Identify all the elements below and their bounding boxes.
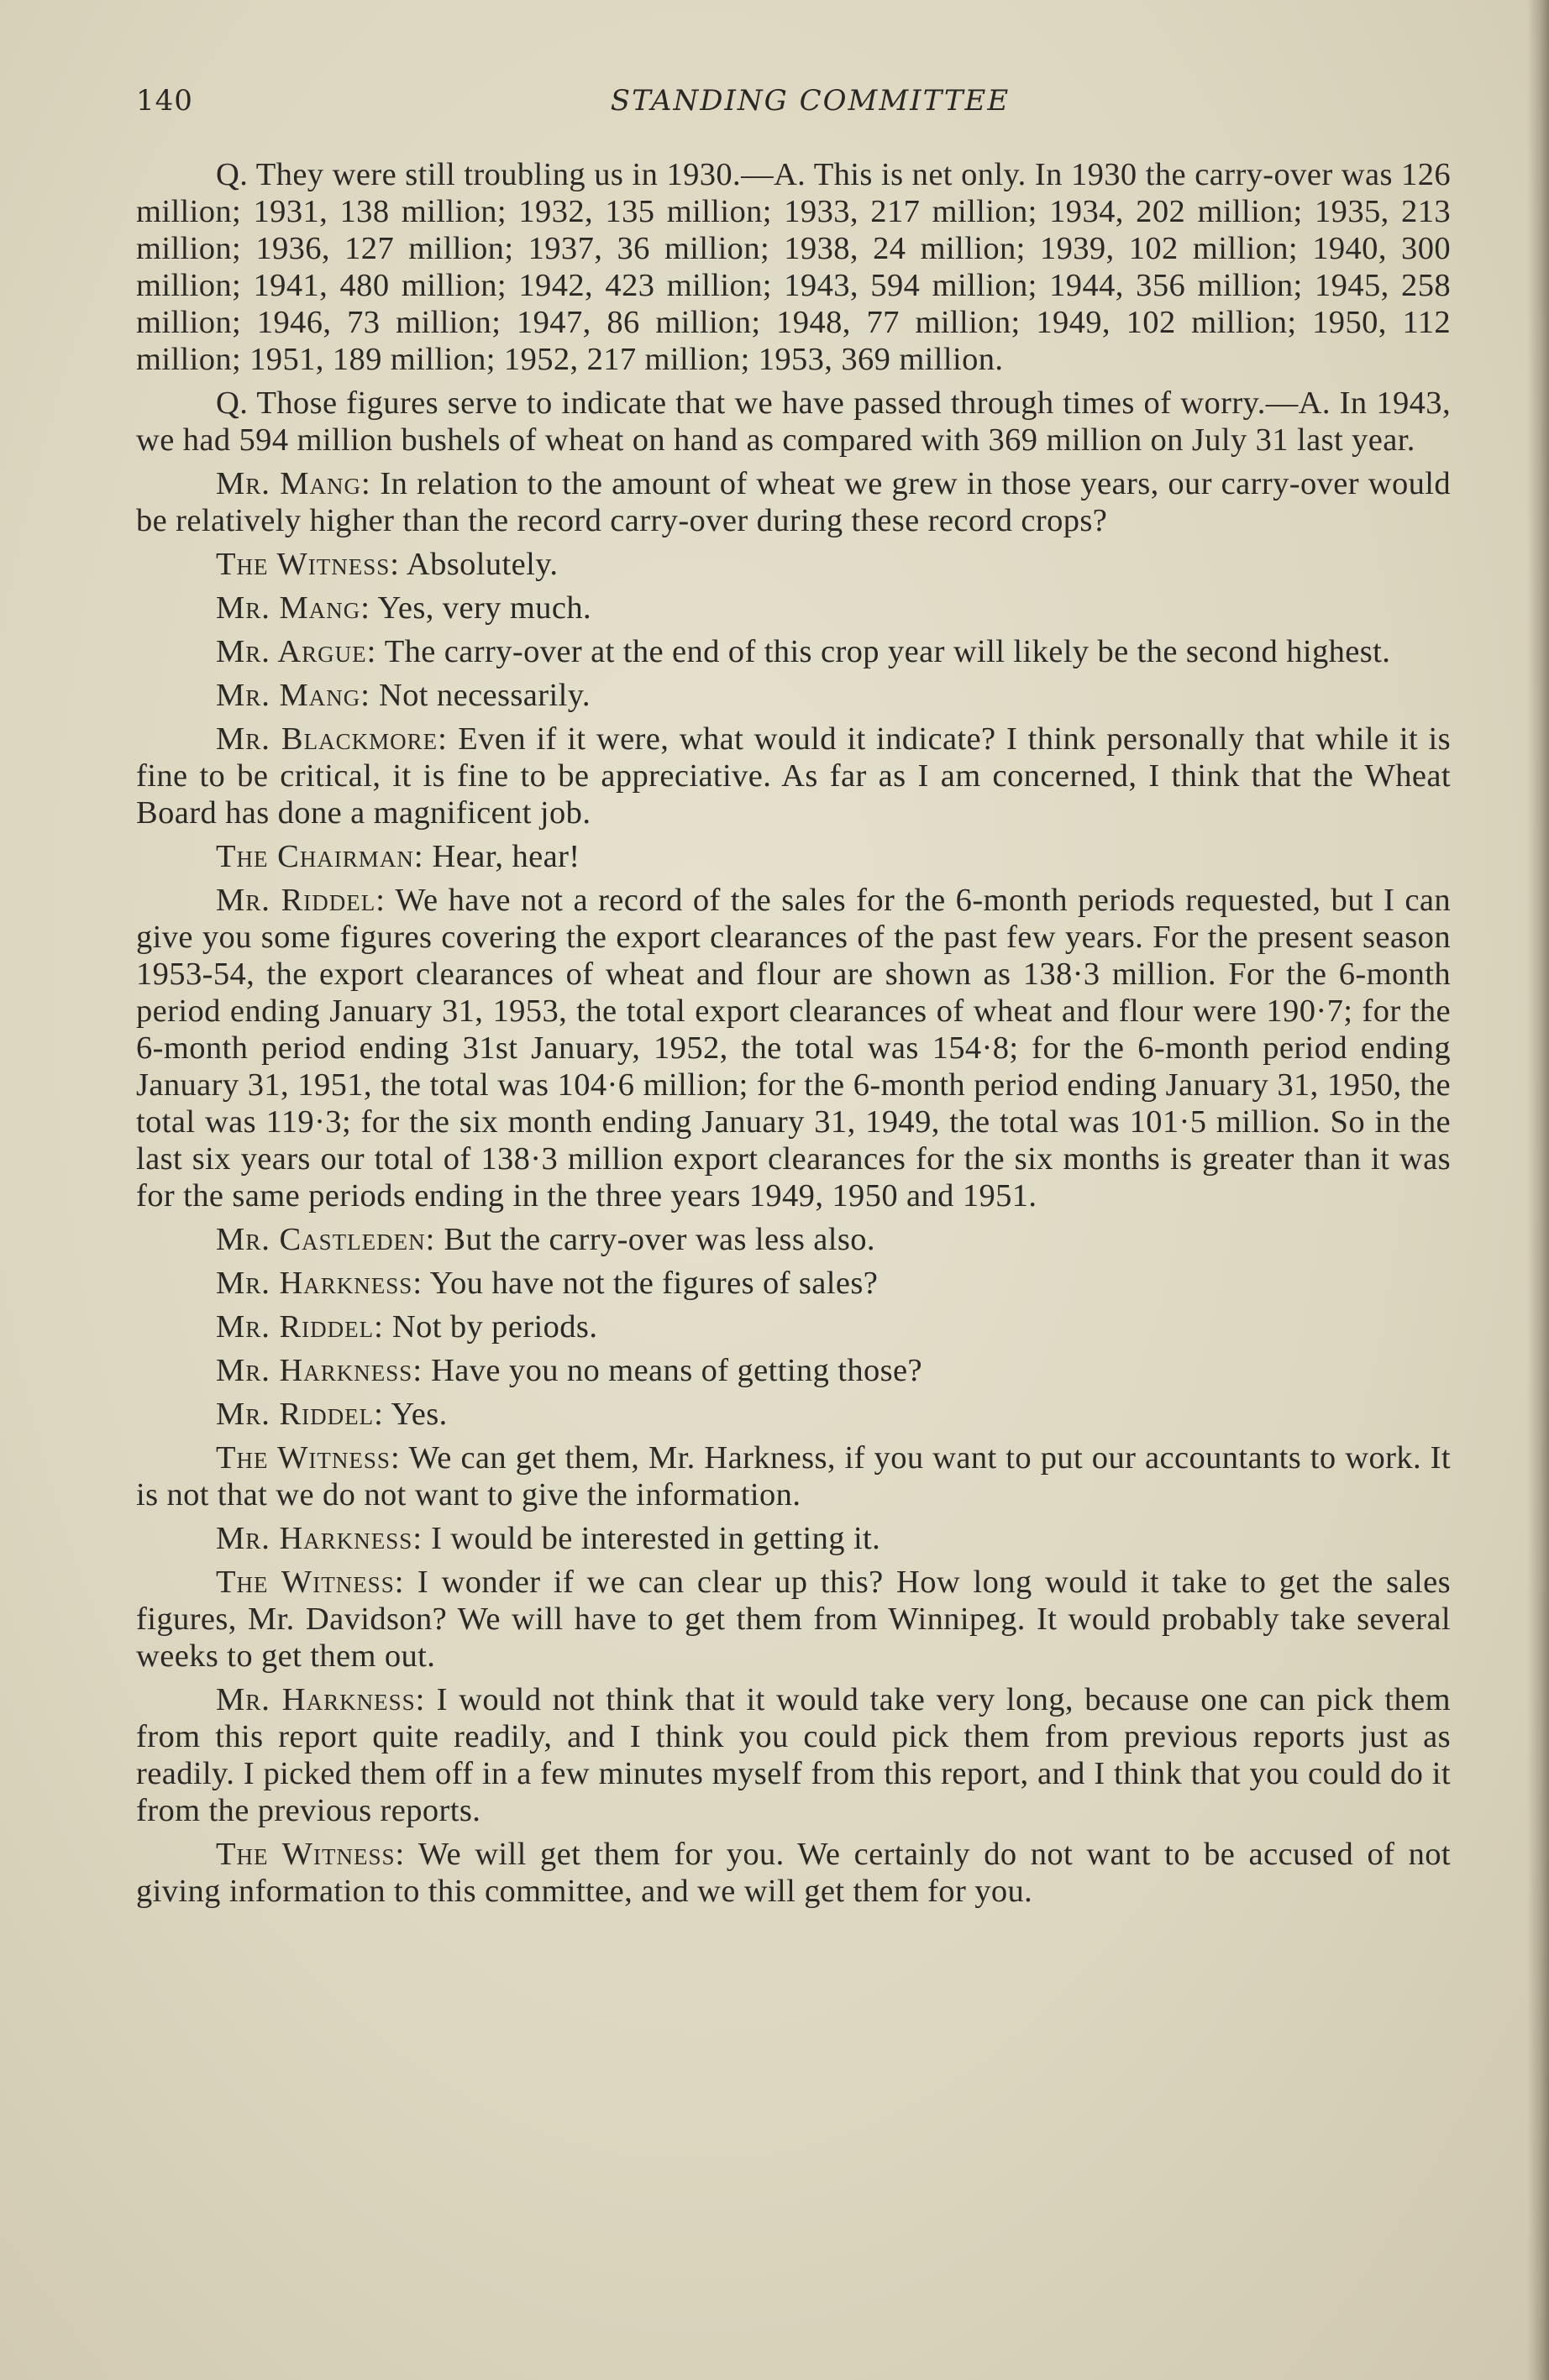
paragraph-text: I would be interested in getting it. [431, 1521, 881, 1556]
speaker-label: Mr. Blackmore: [216, 721, 448, 757]
paragraph-text: Hear, hear! [432, 839, 580, 874]
speaker-label: The Witness: [216, 1837, 406, 1872]
speaker-label: Mr. Mang: [216, 466, 371, 501]
paragraph-text: You have not the figures of sales? [429, 1266, 879, 1301]
paragraph-text: I wonder if we can clear up this? How long would it take to get the sales figures, Mr. Davidson? We will have to get them from Winnipeg. It would probably take several weeks to get them out. [136, 1565, 1452, 1674]
paragraph-text: Absolutely. [406, 547, 559, 582]
paragraph-text: Yes. [391, 1397, 448, 1432]
page-header [136, 84, 1451, 128]
paragraph [136, 721, 1451, 831]
paragraph [136, 882, 1451, 1214]
paragraph-text: I would not think that it would take very long, because one can pick them from this report quite readily, and I think you could pick them from previous reports just as readily. I picked them off in a few minutes myself from this report, and I think that you could do it from the previous reports. [136, 1682, 1452, 1828]
speaker-label: Mr. Harkness: [216, 1682, 426, 1717]
paragraph [136, 1396, 1451, 1433]
paragraph [136, 465, 1451, 539]
paragraph [136, 633, 1451, 670]
paragraph [136, 1681, 1451, 1829]
paragraph [136, 1564, 1451, 1675]
paragraph [136, 1352, 1451, 1389]
speaker-label: Mr. Mang: [216, 590, 370, 626]
speaker-label: The Witness: [216, 547, 400, 582]
paragraph-text: Even if it were, what would it indicate? I think personally that while it is fine to be critical, it is fine to be appreciative. As far as I am concerned, I think that the Wheat Board has done a magnificent job. [136, 721, 1451, 831]
paragraph-text: Not by periods. [391, 1309, 598, 1345]
paragraph-text: In relation to the amount of wheat we grew in those years, our carry-over would be relatively higher than the record carry-over during these record crops? [136, 466, 1451, 538]
speaker-label: Mr. Castleden: [216, 1222, 436, 1257]
paragraph-text: Q. They were still troubling us in 1930.—A. This is net only. In 1930 the carry-over was 126 million; 1931, 138 million; 1932, 135 million; 1933, 217 million; 1934, 202 million; 1935, 213 million; 1936, 127 million; 1937, 36 million; 1938, 24 million; 1939, 102 million; 1940, 300 million; 1941, 480 million; 1942, 423 million; 1943, 594 million; 1944, 356 million; 1945, 258 million; 1946, 73 million; 1947, 86 million; 1948, 77 million; 1949, 102 million; 1950, 112 million; 1951, 189 million; 1952, 217 million; 1953, 369 million. [136, 157, 1451, 377]
paragraph [136, 1308, 1451, 1345]
paragraph-text: We can get them, Mr. Harkness, if you want to put our accountants to work. It is not that we do not want to give the information. [136, 1440, 1451, 1512]
paragraph-text: The carry-over at the end of this crop year will likely be the second highest. [384, 634, 1391, 669]
paragraph-text: We have not a record of the sales for the 6-month periods requested, but I can give you some figures covering the export clearances of the past few years. For the present season 1953-54, the export clearances of wheat and flour are shown as 138·3 million. For the 6-month period ending January 31, 1953, the total export clearances of wheat and flour were 190·7; for the 6-month period ending 31st January, 1952, the total was 154·8; for the 6-month period ending January 31, 1951, the total was 104·6 million; for the 6-month period ending January 31, 1950, the total was 119·3; for the six month ending January 31, 1949, the total was 101·5 million. So in the last six years our total of 138·3 million export clearances for the six months is greater than it was for the same periods ending in the three years 1949, 1950 and 1951. [136, 883, 1451, 1214]
paragraph-text: Not necessarily. [378, 678, 591, 713]
speaker-label: Mr. Riddel: [216, 1309, 384, 1345]
paragraph [136, 1520, 1451, 1557]
speaker-label: Mr. Harkness: [216, 1266, 423, 1301]
paragraph-text: But the carry-over was less also. [444, 1222, 875, 1257]
page-edge-shadow [1527, 0, 1549, 2380]
paragraph [136, 1439, 1451, 1513]
paragraph [136, 1265, 1451, 1302]
speaker-label: Mr. Harkness: [216, 1521, 423, 1556]
body-text [136, 156, 1451, 1916]
paragraph-text: Yes, very much. [377, 590, 591, 626]
paragraph [136, 156, 1451, 378]
speaker-label: The Witness: [216, 1440, 401, 1476]
speaker-label: Mr. Mang: [216, 678, 370, 713]
paragraph [136, 546, 1451, 583]
speaker-label: The Witness: [216, 1565, 405, 1600]
speaker-label: Mr. Harkness: [216, 1353, 423, 1388]
paragraph-text: Q. Those figures serve to indicate that we have passed through times of worry.—A. In 1943, we had 594 million bushels of wheat on hand as compared with 369 million on July 31 last year. [136, 385, 1451, 458]
speaker-label: The Chairman: [216, 839, 424, 874]
paragraph-text: We will get them for you. We certainly do not want to be accused of not giving information to this committee, and we will get them for you. [136, 1837, 1451, 1909]
paragraph [136, 677, 1451, 714]
paragraph-text: Have you no means of getting those? [431, 1353, 923, 1388]
paragraph [136, 385, 1451, 459]
speaker-label: Mr. Riddel: [216, 1397, 384, 1432]
speaker-label: Mr. Riddel: [216, 883, 386, 918]
running-title: STANDING COMMITTEE [610, 84, 1011, 118]
paragraph [136, 1221, 1451, 1258]
page-number: 140 [136, 84, 193, 118]
speaker-label: Mr. Argue: [216, 634, 377, 669]
paragraph [136, 590, 1451, 626]
paragraph [136, 1836, 1451, 1910]
paragraph [136, 838, 1451, 875]
